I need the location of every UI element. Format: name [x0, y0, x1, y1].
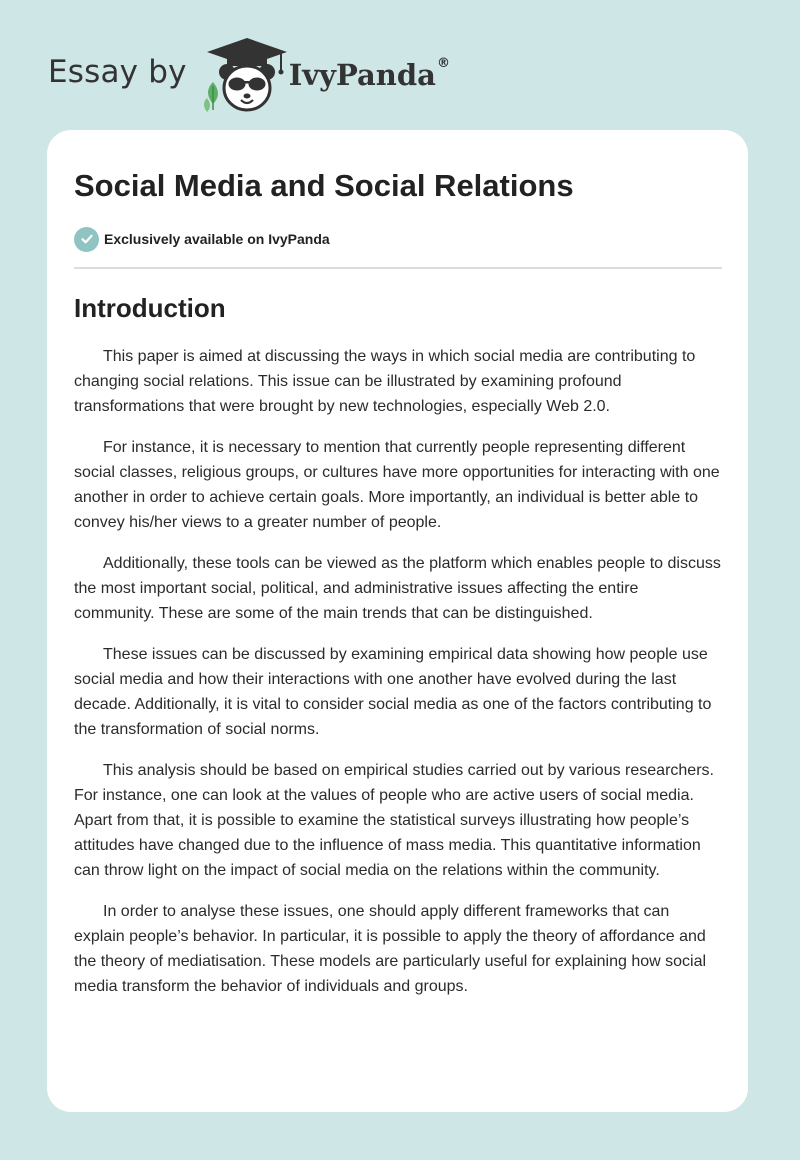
registered-mark: ®: [436, 56, 450, 71]
ivypanda-brand-name[interactable]: IvyPanda®: [288, 56, 450, 92]
site-header: [48, 36, 450, 116]
essay-by-label: Essay by: [48, 54, 187, 90]
paragraph: This paper is aimed at discussing the ways in which social media are contributing to changing social relations. This issue can be illustrated by examining profound transformations that were brought by new technologies, especially Web 2.0.: [74, 348, 696, 415]
check-icon: [74, 227, 99, 252]
section-heading-introduction: Introduction: [74, 293, 226, 323]
paragraph: In order to analyse these issues, one should apply different frameworks that can explain people’s behavior. In particular, it is possible to apply the theory of affordance and the theory of mediatisation. These models are particularly useful for explaining how social media transform the behavior of individuals and groups.: [74, 903, 707, 995]
divider: [74, 267, 722, 269]
essay-card: [47, 130, 748, 1112]
exclusive-badge: [74, 226, 722, 252]
paragraph: Additionally, these tools can be viewed as the platform which enables people to discuss the most important social, political, and administrative issues affecting the entire community. These are some of the main trends that can be distinguished.: [74, 555, 721, 622]
page-title: Social Media and Social Relations: [74, 168, 574, 203]
panda-graduate-logo-icon[interactable]: [199, 36, 295, 116]
paragraph: These issues can be discussed by examining empirical data showing how people use social media and how their interactions with one another have evolved during the last decade. Additionally, it is vital to consider social media as one of the factors contributing to the transformation of social norms.: [74, 646, 712, 738]
paragraph: For instance, it is necessary to mention that currently people representing different social classes, religious groups, or cultures have more opportunities for interacting with one another in order to achieve certain goals. More importantly, an individual is better able to convey his/her views to a greater number of people.: [74, 439, 720, 531]
paragraph: This analysis should be based on empirical studies carried out by various researchers. For instance, one can look at the values of people who are active users of social media. Apart from that, it is possible to examine the statistical surveys illustrating how people’s attitudes have changed due to the influence of mass media. This quantitative information can throw light on the impact of social media on the relations within the community.: [74, 762, 714, 879]
exclusive-badge-label: Exclusively available on IvyPanda: [104, 231, 330, 247]
